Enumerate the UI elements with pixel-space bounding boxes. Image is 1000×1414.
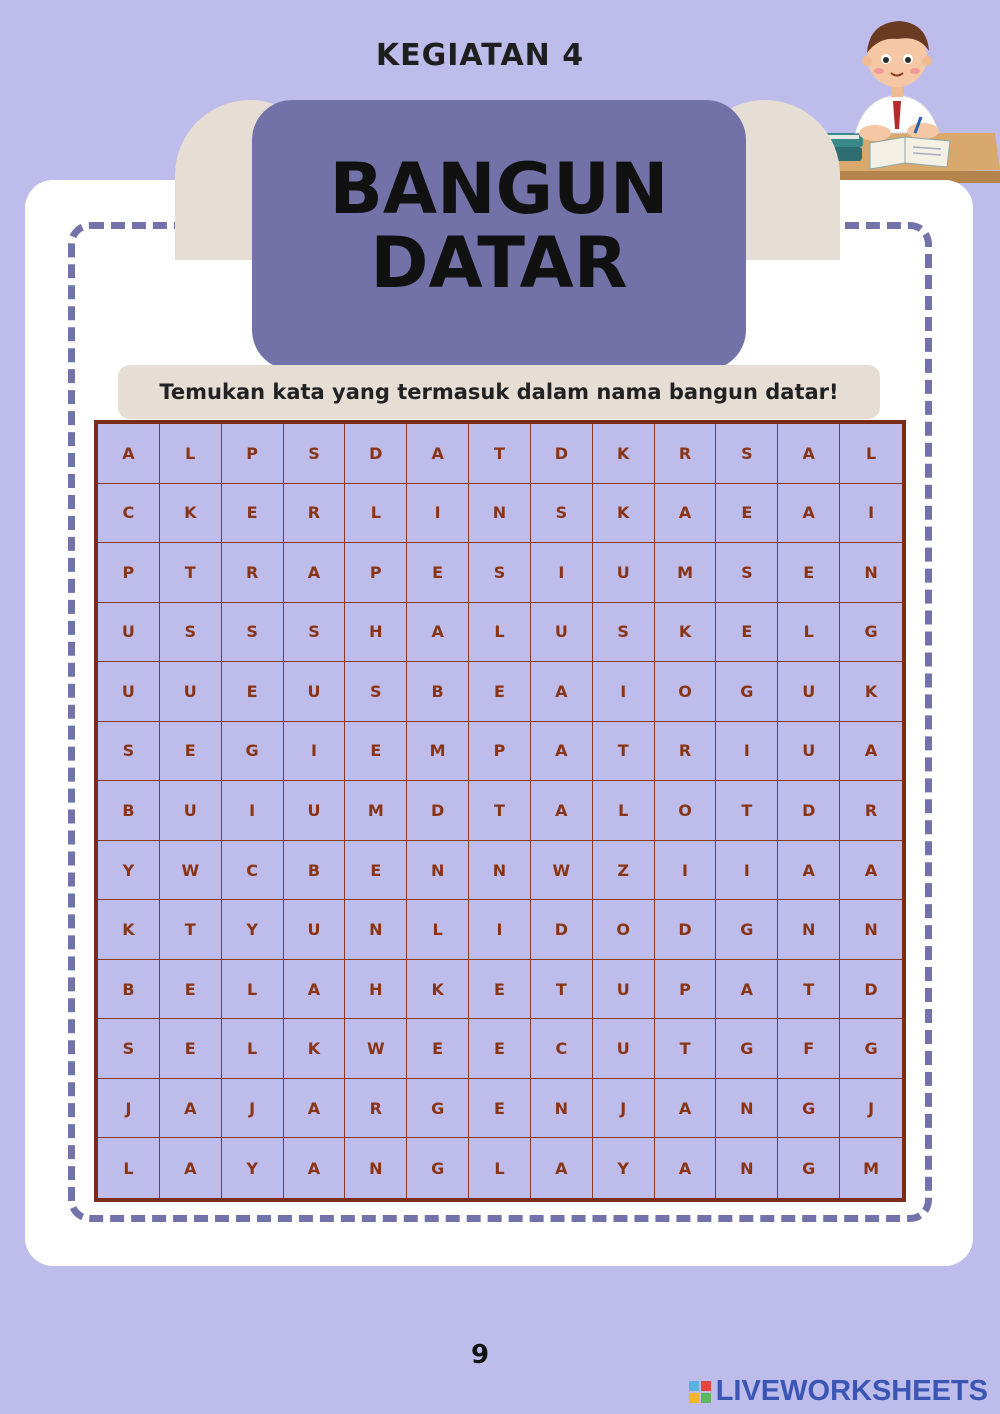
grid-cell[interactable]: R	[222, 543, 284, 603]
grid-cell[interactable]: T	[531, 960, 593, 1020]
grid-cell[interactable]: U	[531, 603, 593, 663]
grid-cell[interactable]: T	[469, 781, 531, 841]
grid-cell[interactable]: A	[284, 960, 346, 1020]
grid-cell[interactable]: E	[345, 841, 407, 901]
grid-cell[interactable]: D	[407, 781, 469, 841]
grid-cell[interactable]: U	[98, 662, 160, 722]
grid-cell[interactable]: E	[716, 603, 778, 663]
grid-cell[interactable]: S	[469, 543, 531, 603]
grid-cell[interactable]: G	[716, 662, 778, 722]
grid-cell[interactable]: T	[778, 960, 840, 1020]
word-search-grid	[94, 420, 906, 1202]
grid-cell[interactable]: U	[284, 781, 346, 841]
grid-cell[interactable]: B	[284, 841, 346, 901]
grid-cell[interactable]: G	[778, 1079, 840, 1139]
grid-cell[interactable]: E	[160, 960, 222, 1020]
grid-cell[interactable]: L	[345, 484, 407, 544]
instruction-box: Temukan kata yang termasuk dalam nama bangun datar!	[118, 365, 880, 419]
grid-cell[interactable]: N	[469, 841, 531, 901]
grid-cell[interactable]: I	[840, 484, 902, 544]
grid-cell[interactable]: A	[531, 781, 593, 841]
grid-cell[interactable]: C	[98, 484, 160, 544]
grid-cell[interactable]: R	[655, 722, 717, 782]
grid-cell[interactable]: E	[407, 1019, 469, 1079]
grid-cell[interactable]: L	[840, 424, 902, 484]
grid-cell[interactable]: G	[407, 1138, 469, 1198]
grid-cell[interactable]: L	[160, 424, 222, 484]
grid-cell[interactable]: J	[98, 1079, 160, 1139]
grid-cell[interactable]: T	[160, 900, 222, 960]
grid-cell[interactable]: J	[840, 1079, 902, 1139]
grid-cell[interactable]: U	[160, 662, 222, 722]
grid-cell[interactable]: S	[98, 1019, 160, 1079]
grid-cell[interactable]: J	[222, 1079, 284, 1139]
grid-cell[interactable]: A	[655, 1138, 717, 1198]
grid-cell[interactable]: U	[160, 781, 222, 841]
grid-cell[interactable]: E	[469, 662, 531, 722]
grid-cell[interactable]: F	[778, 1019, 840, 1079]
grid-cell[interactable]: N	[716, 1079, 778, 1139]
title-banner	[252, 100, 746, 370]
grid-cell[interactable]: L	[222, 960, 284, 1020]
grid-cell[interactable]: D	[531, 900, 593, 960]
grid-cell[interactable]: O	[593, 900, 655, 960]
grid-cell[interactable]: K	[840, 662, 902, 722]
grid-cell[interactable]: E	[469, 960, 531, 1020]
grid-cell[interactable]: L	[469, 1138, 531, 1198]
grid-cell[interactable]: A	[160, 1138, 222, 1198]
grid-cell[interactable]: Z	[593, 841, 655, 901]
grid-cell[interactable]: M	[863, 1158, 880, 1178]
grid-cell[interactable]: S	[716, 543, 778, 603]
grid-cell[interactable]: G	[840, 603, 902, 663]
grid-cell[interactable]: A	[655, 484, 717, 544]
grid-cell[interactable]: A	[716, 960, 778, 1020]
grid-cell[interactable]: L	[593, 781, 655, 841]
grid-cell[interactable]: C	[222, 841, 284, 901]
page-title	[252, 148, 746, 304]
grid-cell[interactable]: B	[98, 960, 160, 1020]
grid-cell[interactable]: A	[778, 484, 840, 544]
grid-cell[interactable]: T	[716, 781, 778, 841]
grid-cell[interactable]: E	[778, 543, 840, 603]
grid-cell[interactable]: U	[593, 543, 655, 603]
grid-cell[interactable]: G	[407, 1079, 469, 1139]
grid-cell[interactable]: G	[716, 1019, 778, 1079]
grid-cell[interactable]: A	[840, 841, 902, 901]
grid-cell[interactable]: W	[160, 841, 222, 901]
grid-cell[interactable]: S	[345, 662, 407, 722]
grid-cell[interactable]: H	[345, 960, 407, 1020]
grid-cell[interactable]: D	[531, 424, 593, 484]
grid-cell[interactable]: G	[716, 900, 778, 960]
grid-cell[interactable]: S	[284, 603, 346, 663]
grid-cell[interactable]: P	[345, 543, 407, 603]
grid-cell[interactable]: A	[531, 1138, 593, 1198]
grid-cell[interactable]: U	[778, 722, 840, 782]
grid-cell[interactable]: I	[407, 484, 469, 544]
grid-cell[interactable]: U	[778, 662, 840, 722]
grid-cell[interactable]: J	[593, 1079, 655, 1139]
grid-cell[interactable]: N	[345, 900, 407, 960]
grid-cell[interactable]: A	[284, 1138, 346, 1198]
grid-cell[interactable]: S	[284, 424, 346, 484]
grid-cell[interactable]: L	[98, 1138, 160, 1198]
grid-cell[interactable]: E	[160, 722, 222, 782]
grid-cell[interactable]: E	[345, 722, 407, 782]
grid-cell[interactable]: W	[345, 1019, 407, 1079]
grid-cell[interactable]: A	[160, 1079, 222, 1139]
grid-cell[interactable]: E	[469, 1079, 531, 1139]
grid-cell[interactable]: O	[655, 662, 717, 722]
grid-cell[interactable]: K	[593, 424, 655, 484]
grid-cell[interactable]: N	[716, 1138, 778, 1198]
grid-cell[interactable]: L	[407, 900, 469, 960]
grid-cell[interactable]: B	[407, 662, 469, 722]
grid-cell[interactable]: K	[284, 1019, 346, 1079]
liveworksheets-icon	[688, 1380, 712, 1404]
grid-cell[interactable]: Y	[222, 900, 284, 960]
grid-cell[interactable]: L	[469, 603, 531, 663]
grid-cell[interactable]: K	[98, 900, 160, 960]
grid-cell[interactable]: S	[222, 603, 284, 663]
grid-cell[interactable]: N	[345, 1138, 407, 1198]
grid-cell[interactable]: E	[222, 662, 284, 722]
grid-cell[interactable]: I	[222, 781, 284, 841]
grid-cell[interactable]: M	[407, 722, 469, 782]
grid-cell[interactable]: R	[840, 781, 902, 841]
grid-cell[interactable]: S	[593, 603, 655, 663]
grid-cell[interactable]: S	[160, 603, 222, 663]
grid-cell[interactable]: R	[345, 1079, 407, 1139]
title-line-2: DATAR	[370, 222, 628, 304]
grid-cell[interactable]: I	[593, 662, 655, 722]
grid-cell[interactable]: A	[284, 543, 346, 603]
grid-cell[interactable]: I	[531, 543, 593, 603]
grid-cell[interactable]: D	[655, 900, 717, 960]
grid-cell[interactable]: N	[840, 900, 902, 960]
grid-cell[interactable]: P	[222, 424, 284, 484]
grid-cell[interactable]: L	[778, 603, 840, 663]
grid-cell[interactable]: U	[284, 662, 346, 722]
grid-cell[interactable]: N	[778, 900, 840, 960]
grid-cell[interactable]: N	[407, 841, 469, 901]
page-number: 9	[470, 1340, 490, 1370]
grid-cell[interactable]: H	[345, 603, 407, 663]
grid-cell[interactable]: A	[840, 722, 902, 782]
grid-cell[interactable]: S	[531, 484, 593, 544]
grid-cell[interactable]: N	[469, 484, 531, 544]
grid-cell[interactable]: E	[407, 543, 469, 603]
grid-cell[interactable]: R	[284, 484, 346, 544]
grid-cell[interactable]: U	[593, 1019, 655, 1079]
grid-cell[interactable]: S	[716, 424, 778, 484]
grid-cell[interactable]: A	[531, 662, 593, 722]
activity-label: KEGIATAN 4	[375, 38, 585, 73]
grid-cell[interactable]: A	[531, 722, 593, 782]
grid-cell[interactable]: L	[222, 1019, 284, 1079]
liveworksheets-logo	[688, 1375, 988, 1408]
grid-cell[interactable]: Y	[593, 1138, 655, 1198]
grid-cell[interactable]: P	[469, 722, 531, 782]
grid-cell[interactable]: K	[655, 603, 717, 663]
grid-cell[interactable]: A	[778, 841, 840, 901]
grid-cell[interactable]: A	[407, 424, 469, 484]
grid-cell[interactable]: A	[407, 603, 469, 663]
grid-cell[interactable]: G	[222, 722, 284, 782]
grid-cell[interactable]: I	[716, 841, 778, 901]
grid-cell[interactable]: E	[469, 1019, 531, 1079]
grid-cell[interactable]: T	[655, 1019, 717, 1079]
grid-cell[interactable]: N	[531, 1079, 593, 1139]
grid-cell[interactable]: K	[593, 484, 655, 544]
title-line-1: BANGUN	[329, 148, 669, 230]
grid-cell[interactable]: U	[593, 960, 655, 1020]
grid-cell[interactable]: W	[531, 841, 593, 901]
grid-cell[interactable]: E	[222, 484, 284, 544]
grid-cell[interactable]: B	[98, 781, 160, 841]
grid-cell[interactable]: C	[531, 1019, 593, 1079]
grid-cell[interactable]: I	[469, 900, 531, 960]
grid-cell[interactable]: A	[655, 1079, 717, 1139]
grid-cell[interactable]: T	[160, 543, 222, 603]
grid-cell[interactable]: T	[593, 722, 655, 782]
grid-cell[interactable]: I	[716, 722, 778, 782]
grid-cell[interactable]: N	[840, 543, 902, 603]
grid-cell[interactable]: D	[345, 424, 407, 484]
grid-cell[interactable]: O	[655, 781, 717, 841]
grid-cell[interactable]: T	[469, 424, 531, 484]
grid-cell[interactable]: U	[284, 900, 346, 960]
grid-cell[interactable]: D	[840, 960, 902, 1020]
grid-cell[interactable]: I	[284, 722, 346, 782]
grid-cell[interactable]: U	[98, 603, 160, 663]
grid-cell[interactable]: M	[655, 543, 717, 603]
grid-cell[interactable]: D	[778, 781, 840, 841]
grid-cell[interactable]: P	[98, 543, 160, 603]
grid-cell[interactable]: E	[716, 484, 778, 544]
grid-cell[interactable]: Y	[222, 1138, 284, 1198]
grid-cell[interactable]: A	[284, 1079, 346, 1139]
brand-text: LIVEWORKSHEETS	[715, 1375, 988, 1407]
grid-cell[interactable]: G	[778, 1138, 840, 1198]
grid-cell[interactable]: P	[655, 960, 717, 1020]
grid-cell[interactable]: I	[655, 841, 717, 901]
grid-cell[interactable]: K	[407, 960, 469, 1020]
grid-cell[interactable]: S	[98, 722, 160, 782]
grid-cell[interactable]: Y	[98, 841, 160, 901]
grid-cell[interactable]: M	[345, 781, 407, 841]
grid-cell[interactable]: G	[840, 1019, 902, 1079]
grid-cell[interactable]: E	[160, 1019, 222, 1079]
grid-cell[interactable]: R	[655, 424, 717, 484]
grid-cell[interactable]: A	[778, 424, 840, 484]
grid-cell[interactable]: A	[98, 424, 160, 484]
grid-cell[interactable]: K	[160, 484, 222, 544]
